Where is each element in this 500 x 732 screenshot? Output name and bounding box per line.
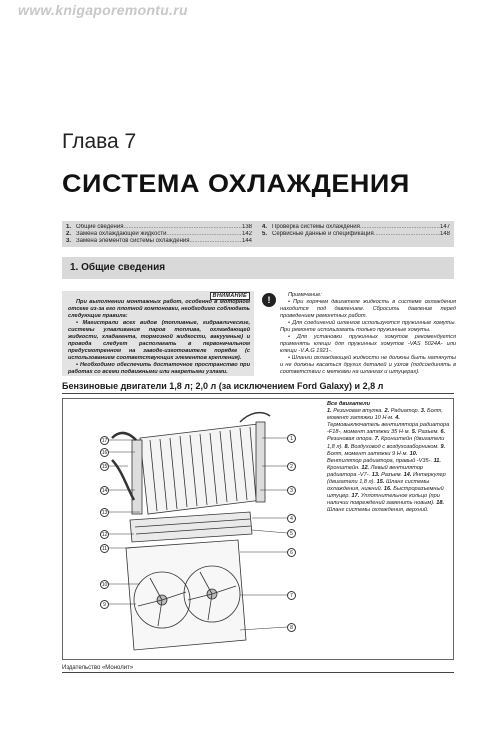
legend-item-number: 8. (344, 443, 350, 450)
heading-rule (62, 393, 454, 394)
figure-callout: 16 (101, 450, 108, 456)
toc-column-left (66, 224, 252, 245)
warning-item: • Необходимо обеспечить достаточное пространство при работах со всеми подвижными или нагретыми узлами. (68, 362, 250, 375)
note-item: • При горячем двигателе жидкость в системе охлаждения находится под давлением. Сбросить давление перед проведением ремонтных работ. (280, 299, 456, 319)
legend-item-number: 15. (376, 479, 385, 486)
figure-callout: 12 (101, 532, 108, 538)
legend-item-number: 9. (440, 443, 446, 450)
legend-item-number: 4. (395, 415, 400, 422)
toc-entry-number: 2. (66, 231, 72, 237)
legend-item-text: Разъем. (417, 429, 439, 436)
legend-item-text: Кронштейн (двигатели 1,8 л). (327, 436, 445, 450)
figure-callout: 9 (100, 600, 109, 609)
toc-leader-dots (374, 231, 440, 238)
toc-entry (66, 231, 252, 238)
warning-box (62, 291, 254, 376)
table-of-contents (62, 221, 454, 247)
figure-callout: 15 (101, 464, 108, 470)
figure-legend (327, 401, 452, 515)
legend-item-text: Левый вентилятор радиатора -V7-. (327, 464, 424, 478)
figure-callout: 17 (101, 438, 108, 444)
legend-item-number: 5. (411, 429, 417, 436)
legend-item-number: 3. (420, 408, 426, 415)
section-title: 1. Общие сведения (70, 262, 166, 273)
chapter-label: Глава 7 (62, 130, 137, 153)
legend-item-text: Болт, момент затяжки 9 Н·м. (327, 450, 409, 457)
figure-callout: 6 (287, 548, 296, 557)
legend-item-text: Разъем. (381, 471, 403, 478)
toc-entry-number: 4. (262, 224, 268, 230)
legend-item-number: 17. (351, 493, 360, 500)
legend-item-number: 16. (383, 486, 392, 493)
engines-heading: Бензиновые двигатели 1,8 л; 2,0 л (за исключением Ford Galaxy) и 2,8 л (62, 381, 384, 391)
legend-item (412, 429, 441, 435)
legend-item-text: Воздуховод с воздухозаборником. (350, 443, 439, 450)
legend-item-number: 12. (361, 464, 370, 471)
legend-item-text: Интеркулер (двигатели 1,8 л). (327, 471, 446, 486)
toc-entry (262, 224, 450, 231)
legend-item-text: Шланг системы охлаждения, нижний. (327, 479, 430, 493)
legend-item-text: Вентилятор радиатора, правый -V35-. (327, 457, 433, 464)
figure-callout: 7 (287, 591, 296, 600)
toc-entry-title: Проверка системы охлаждения (272, 224, 360, 230)
toc-leader-dots (360, 224, 440, 231)
toc-entry-page: 144 (241, 238, 252, 244)
note-item: • Для соединений шлангов используются пружинные хомуты. При ремонте использовать только пружинные хомуты. (280, 320, 456, 333)
legend-item (344, 444, 440, 450)
toc-entry-number: 3. (66, 238, 72, 244)
toc-entry-title: Замена элементов системы охлаждения (76, 238, 190, 244)
legend-item-number: 6. (440, 429, 446, 436)
legend-item-text: Термовыключатель вентилятора радиатора -F18-, момент затяжки 35 Н·м. (327, 422, 450, 436)
toc-entry-number: 5. (262, 231, 268, 237)
warning-intro: При выполнении монтажных работ, особенно в моторном отсеке из-за его плотной компоновки, необходимо соблюдать следующие правила: (68, 299, 250, 319)
legend-item-number: 18. (436, 500, 444, 507)
legend-item (327, 408, 384, 414)
note-title: Примечание: (288, 292, 322, 298)
toc-leader-dots (166, 231, 242, 238)
site-watermark: www.knigaporemontu.ru (18, 2, 188, 18)
figure-callout: 2 (287, 462, 296, 471)
figure-callout: 13 (101, 510, 108, 516)
legend-item (372, 472, 404, 478)
legend-item-text: Уплотнительное кольцо (при наличии повреждений заменить новым). (327, 493, 440, 507)
toc-entry-title: Замена охлаждающей жидкости (76, 231, 167, 237)
legend-item-text: Болт, момент затяжки 10 Н·м. (327, 408, 443, 422)
legend-item-text: Резиновая втулка. (333, 408, 383, 415)
legend-item (384, 408, 420, 414)
toc-leader-dots (123, 224, 242, 231)
toc-leader-dots (190, 238, 242, 245)
legend-item-number: 14. (403, 471, 412, 478)
legend-item-number: 7. (374, 436, 380, 443)
legend-items (327, 408, 452, 514)
legend-item-text: Радиатор. (390, 408, 420, 415)
toc-entry-page: 142 (241, 231, 252, 237)
toc-entry-number: 1. (66, 224, 72, 230)
figure-callout: 5 (287, 529, 296, 538)
figure-callout: 11 (101, 546, 108, 552)
legend-item-text: Шланг системы охлаждения, верхний. (327, 507, 429, 514)
warning-item: • Магистрали всех видов (топливные, гидравлические, системы улавливания паров топлива, охлаждающей жидкости, хладагента, тормозной жидкости, вакуумные) и провода следует располагать в первоначальном предусмотренном на заводе-изготовителе порядке (с использованием соответствующих элементов крепления). (68, 320, 250, 361)
toc-entry (66, 238, 252, 245)
toc-entry-title: Общие сведения (76, 224, 124, 230)
footer-rule (62, 672, 454, 673)
warning-badge: ВНИМАНИЕ (210, 292, 250, 300)
note-icon: ! (262, 293, 276, 307)
note-block (280, 292, 456, 376)
figure-callout: 10 (101, 582, 108, 588)
note-item: • Шланги охлаждающей жидкости не должны быть натянуты и не должны касаться других деталей и узлов (подсоединять в соответствии с метками на шлангах и штуцерах). (280, 355, 456, 375)
figure-callout: 4 (287, 514, 296, 523)
legend-item-text: Быстроразъемный штуцер. (327, 486, 444, 500)
toc-entry-page: 148 (439, 231, 450, 237)
toc-entry-page: 138 (241, 224, 252, 230)
legend-title: Все двигатели (327, 401, 371, 407)
section-header (62, 257, 454, 279)
legend-item-text: Кронштейн. (327, 464, 360, 471)
toc-entry (66, 224, 252, 231)
legend-item-number: 1. (327, 408, 332, 415)
legend-item-number: 11. (433, 457, 441, 464)
legend-item-number: 10. (409, 450, 418, 457)
note-item: • Для установки пружинных хомутов рекомендуется применять клещи для пружинных хомутов -VAS 5024A- или клещи -V.A.G 1921-. (280, 334, 456, 354)
warning-text (68, 299, 250, 376)
toc-entry-title: Сервисные данные и спецификация (272, 231, 374, 237)
figure-callout: 14 (101, 488, 108, 494)
legend-item-number: 2. (384, 408, 390, 415)
figure-callout: 3 (287, 486, 296, 495)
figure-callout: 8 (287, 623, 296, 632)
legend-item-text: Резиновая опора. (327, 436, 374, 443)
publisher-footer: Издательство «Монолит» (62, 665, 134, 671)
chapter-title: СИСТЕМА ОХЛАЖДЕНИЯ (62, 170, 410, 198)
legend-item-number: 13. (371, 471, 380, 478)
figure-callout: 1 (287, 434, 296, 443)
toc-entry (262, 231, 450, 238)
toc-column-right (262, 224, 450, 238)
toc-entry-page: 147 (439, 224, 450, 230)
